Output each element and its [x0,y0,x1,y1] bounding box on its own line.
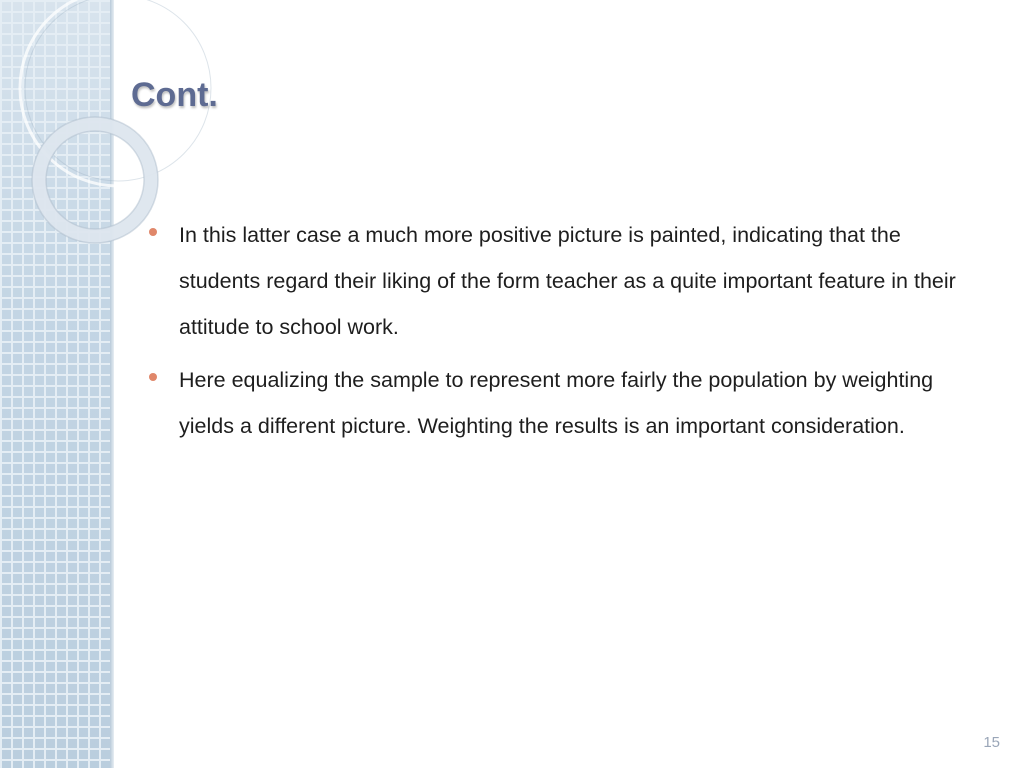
bullet-text: In this latter case a much more positive picture is painted, indicating that the students regard their liking of the form teacher as a quite important feature in their attitude to school work. [179,223,956,339]
side-panel-edge [110,0,114,768]
round-bullet-icon [149,373,157,381]
bullet-list [148,212,984,456]
side-grid-panel [0,0,113,768]
round-bullet-icon [149,228,157,236]
bullet-item [148,357,984,449]
page-number: 15 [983,734,1000,751]
slide-title: Cont. [131,76,218,114]
bullet-text: Here equalizing the sample to represent more fairly the population by weighting yields a different picture. Weighting the results is an important consideration. [179,368,934,438]
bullet-item [148,212,984,350]
